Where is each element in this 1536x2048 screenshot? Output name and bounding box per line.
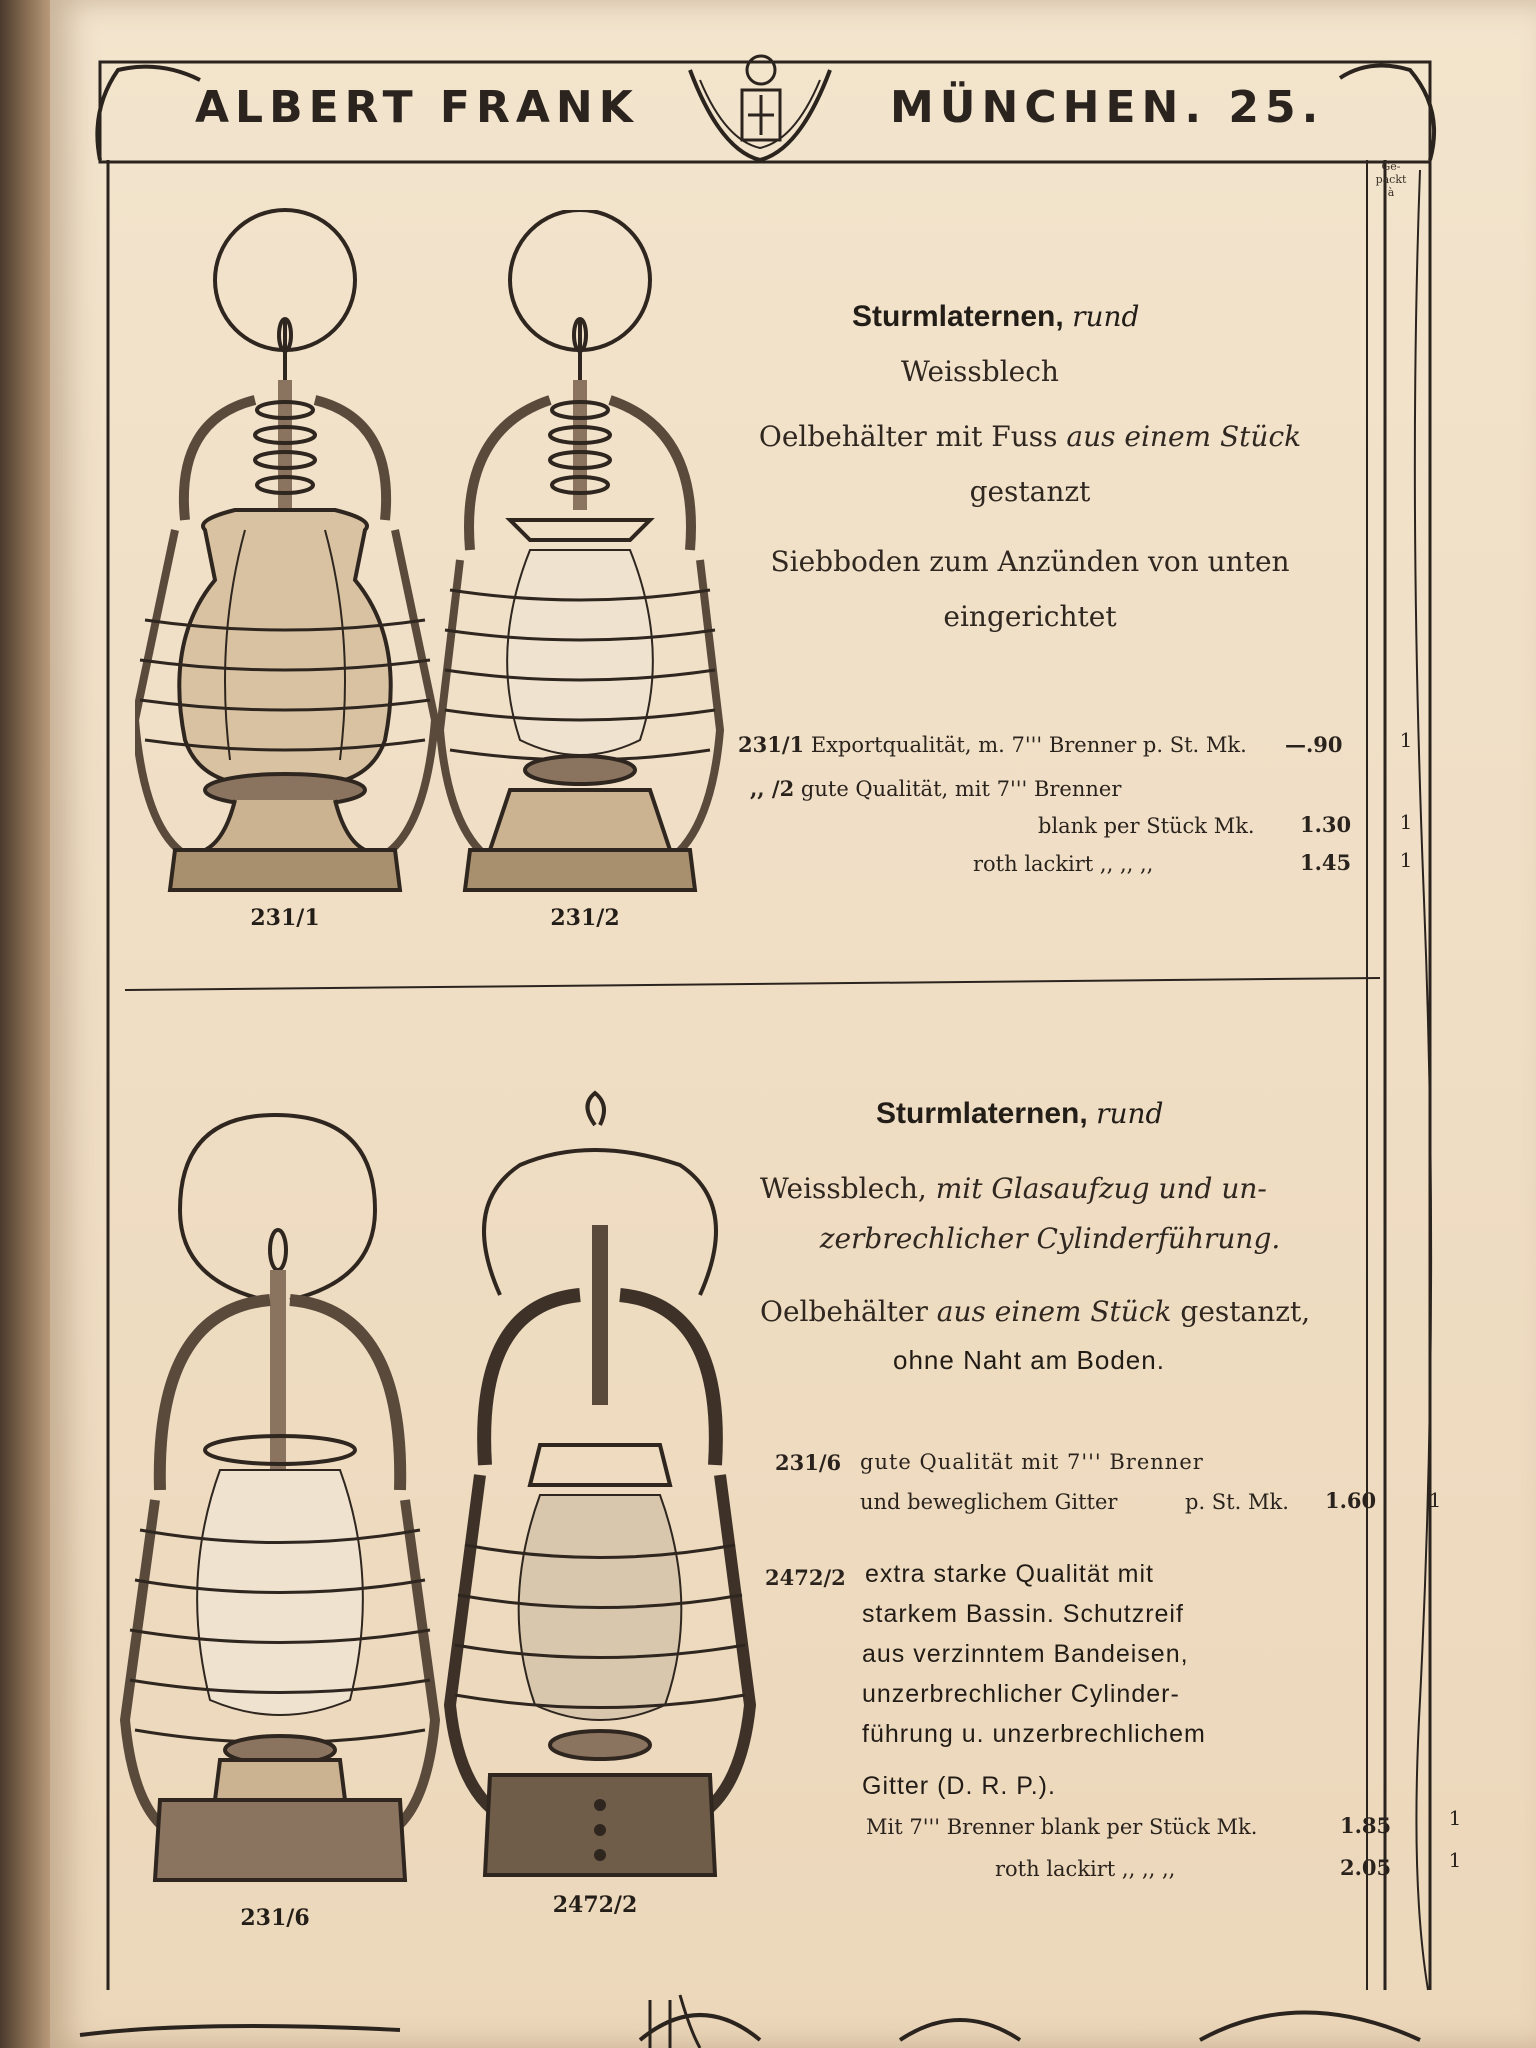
section1-qty-red: 1 bbox=[1399, 848, 1413, 872]
section2-item-231-6-price: 1.60 bbox=[1325, 1488, 1377, 1513]
section2-line-1-plain: Weissblech, bbox=[760, 1172, 927, 1205]
section1-title-text: Sturmlaternen, bbox=[852, 300, 1064, 333]
section1-price-red: 1.45 bbox=[1300, 850, 1352, 875]
section1-title-italic: rund bbox=[1072, 300, 1140, 333]
section1-item-red: roth lackirt ,, ,, ,, bbox=[973, 852, 1154, 876]
section1-item-blank: blank per Stück Mk. bbox=[1038, 814, 1255, 838]
section2-title-text: Sturmlaternen, bbox=[876, 1097, 1088, 1130]
section2-title-italic: rund bbox=[1096, 1097, 1164, 1130]
section2-item-2472-2-line6: Gitter (D. R. P.). bbox=[862, 1772, 1056, 1800]
lantern-illustration-231-2 bbox=[430, 210, 740, 900]
item-code: 231/1 bbox=[738, 732, 805, 757]
section1-line-stamped: gestanzt bbox=[969, 475, 1091, 508]
lantern-illustration-2472-2 bbox=[440, 1085, 760, 1885]
section2-title bbox=[876, 1097, 1163, 1131]
item-desc: Exportqualität, m. 7''' Brenner p. St. Mk. bbox=[810, 733, 1247, 757]
section2-line-4: ohne Naht am Boden. bbox=[893, 1345, 1165, 1375]
section1-price-231-1: —.90 bbox=[1285, 732, 1343, 757]
section2-line-1 bbox=[760, 1172, 1370, 1205]
section2-item-2472-2-line2: starkem Bassin. Schutzreif bbox=[862, 1600, 1184, 1628]
section1-line-container bbox=[730, 420, 1330, 453]
caption-231-1: 231/1 bbox=[250, 905, 320, 931]
section2-item-231-6-price-label: p. St. Mk. bbox=[1185, 1490, 1289, 1514]
caption-2472-2: 2472/2 bbox=[552, 1892, 638, 1918]
section2-line-2 bbox=[760, 1222, 1340, 1255]
section1-line-container-italic: aus einem Stück bbox=[1066, 420, 1302, 453]
section1-price-blank: 1.30 bbox=[1300, 812, 1352, 837]
section1-line-material: Weissblech bbox=[901, 355, 1059, 388]
column-header-packed: Ge- packt à bbox=[1375, 160, 1407, 199]
section2-item-2472-2-blank-qty: 1 bbox=[1448, 1806, 1462, 1830]
section2-line-1-italic: mit Glasaufzug und un- bbox=[935, 1172, 1267, 1205]
section2-line-3-italic: aus einem Stück bbox=[936, 1295, 1172, 1328]
section1-line-container-text: Oelbehälter mit Fuss bbox=[758, 420, 1058, 453]
section2-item-2472-2-code: 2472/2 bbox=[765, 1565, 846, 1590]
section1-qty-blank: 1 bbox=[1399, 810, 1413, 834]
section2-item-2472-2-line3: aus verzinntem Bandeisen, bbox=[862, 1640, 1189, 1668]
section2-line-3-end: gestanzt, bbox=[1180, 1295, 1311, 1328]
section2-item-231-6-line1: gute Qualität mit 7''' Brenner bbox=[860, 1450, 1204, 1474]
section1-item-231-1 bbox=[738, 732, 1247, 757]
section2-line-2-italic: zerbrechlicher Cylinderführung. bbox=[819, 1222, 1281, 1255]
lantern-illustration-231-6 bbox=[120, 1110, 440, 1900]
section2-line-3-plain: Oelbehälter bbox=[760, 1295, 928, 1328]
section2-item-2472-2-line5: führung u. unzerbrechlichem bbox=[862, 1720, 1206, 1748]
caption-231-6: 231/6 bbox=[240, 1905, 310, 1931]
section2-line-3 bbox=[760, 1295, 1370, 1328]
section1-line-sieve: Siebboden zum Anzünden von unten bbox=[770, 545, 1290, 578]
section2-item-231-6-qty: 1 bbox=[1428, 1488, 1442, 1512]
section2-item-2472-2-line1: extra starke Qualität mit bbox=[865, 1560, 1154, 1588]
section2-item-2472-2-blank-price: 1.85 bbox=[1340, 1813, 1392, 1838]
section2-item-2472-2-red-qty: 1 bbox=[1448, 1848, 1462, 1872]
section1-item-231-2 bbox=[750, 776, 1121, 801]
item-code: ,, /2 bbox=[750, 776, 795, 801]
section2-item-2472-2-red-price: 2.05 bbox=[1340, 1855, 1392, 1880]
section2-item-2472-2-line4: unzerbrechlicher Cylinder- bbox=[862, 1680, 1180, 1708]
section2-item-231-6-code: 231/6 bbox=[775, 1450, 842, 1475]
section2-item-2472-2-blank: Mit 7''' Brenner blank per Stück Mk. bbox=[866, 1815, 1258, 1839]
section1-title bbox=[852, 300, 1139, 334]
caption-231-2: 231/2 bbox=[550, 905, 620, 931]
lantern-illustration-231-1 bbox=[135, 200, 445, 900]
item-desc: gute Qualität, mit 7''' Brenner bbox=[800, 777, 1122, 801]
header-title-left: ALBERT FRANK bbox=[195, 82, 639, 133]
header-title-right: MÜNCHEN. 25. bbox=[890, 82, 1325, 133]
section1-line-equipped: eingerichtet bbox=[943, 600, 1117, 633]
section2-item-2472-2-red: roth lackirt ,, ,, ,, bbox=[995, 1857, 1176, 1881]
section1-qty-231-1: 1 bbox=[1399, 728, 1413, 752]
section2-item-231-6-line2: und beweglichem Gitter bbox=[860, 1490, 1118, 1514]
